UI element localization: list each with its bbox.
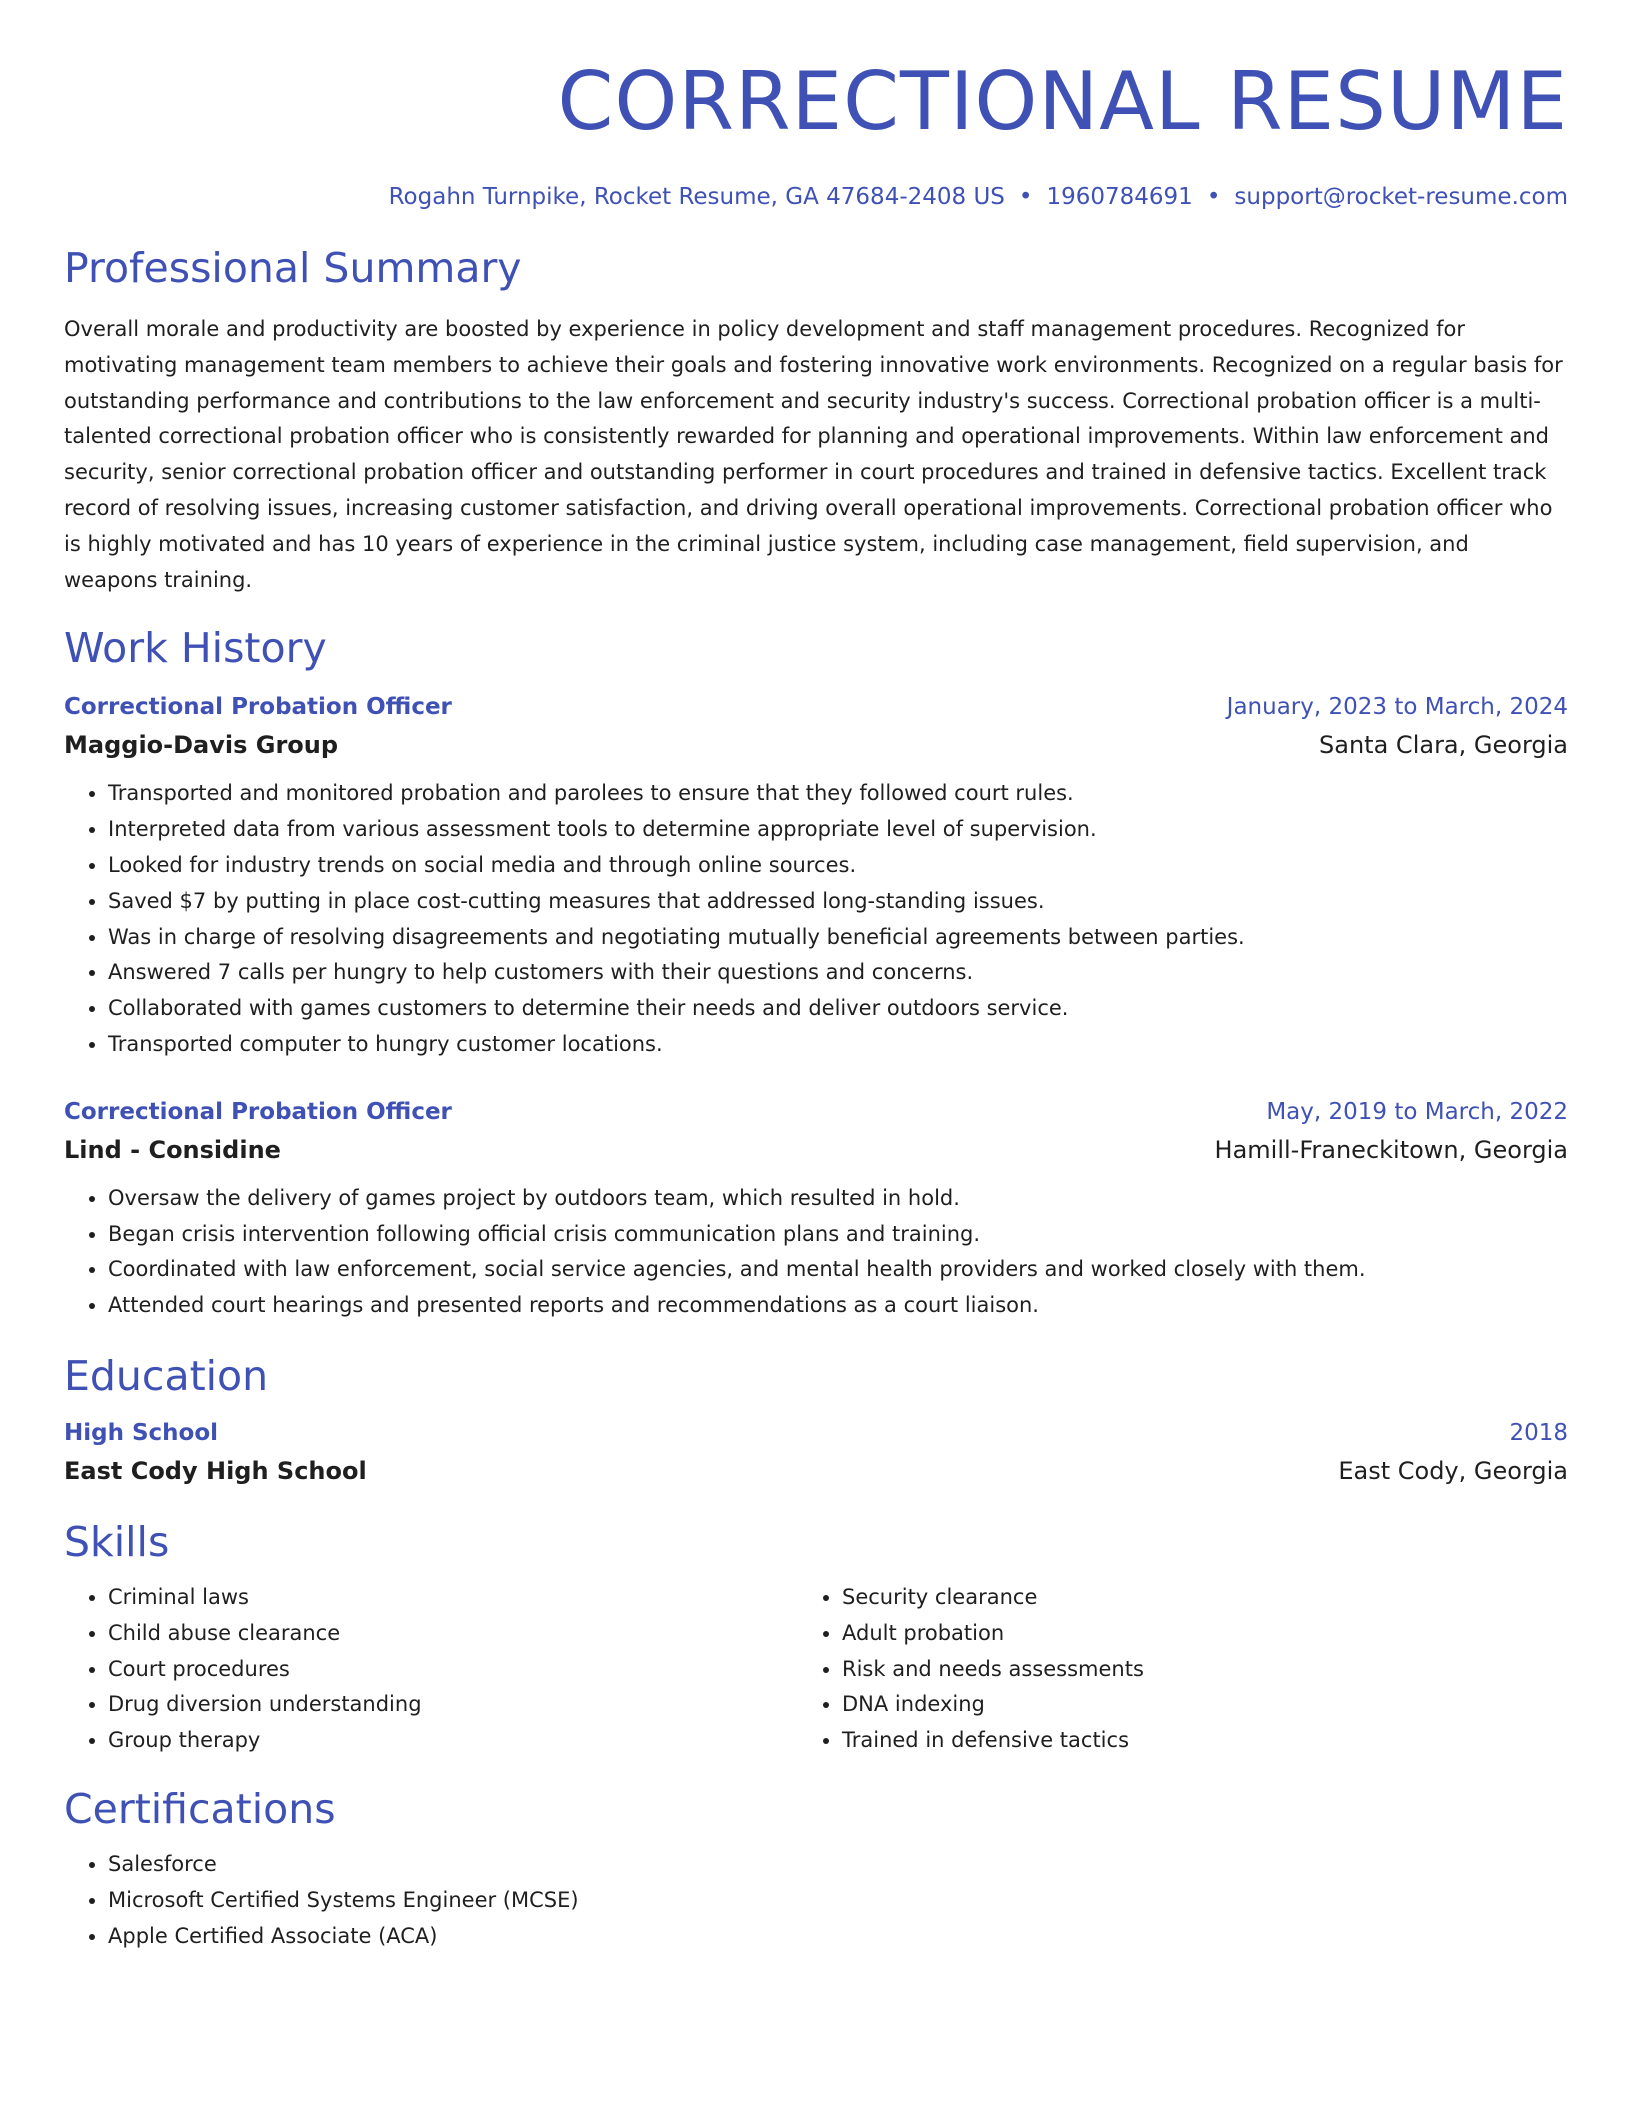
job-bullets	[64, 776, 1568, 1062]
skill-item: • Criminal laws	[108, 1580, 798, 1616]
job-bullet: • Coordinated with law enforcement, social service agencies, and mental health providers and worked closely with them.	[108, 1252, 1568, 1288]
contact-separator: •	[1018, 184, 1033, 210]
work-history-heading: Work History	[64, 624, 327, 673]
skills-list-right	[798, 1580, 1532, 1759]
certification-item: • Apple Certified Associate (ACA)	[108, 1919, 1568, 1955]
job-location: Hamill-Franeckitown, Georgia	[1214, 1135, 1568, 1164]
contact-phone: 1960784691	[1046, 184, 1193, 210]
job-entry	[64, 1097, 1568, 1324]
job-bullet: • Attended court hearings and presented reports and recommendations as a court liaison.	[108, 1288, 1568, 1324]
certifications-heading: Certifications	[64, 1784, 336, 1833]
skills-list-left	[64, 1580, 798, 1759]
skill-item: • Drug diversion understanding	[108, 1687, 798, 1723]
skill-item: • Trained in defensive tactics	[842, 1723, 1532, 1759]
education-year: 2018	[1509, 1419, 1568, 1446]
job-bullet: • Collaborated with games customers to determine their needs and deliver outdoors service.	[108, 991, 1568, 1027]
skills-grid	[64, 1580, 1568, 1759]
skill-item: • Child abuse clearance	[108, 1616, 798, 1652]
skill-item: • Adult probation	[842, 1616, 1532, 1652]
job-bullet: • Looked for industry trends on social media and through online sources.	[108, 848, 1568, 884]
certifications-list	[64, 1847, 1568, 1954]
job-header	[64, 1097, 1568, 1127]
summary-text: Overall morale and productivity are boosted by experience in policy development and staff management procedures. Recognized for motivating management team members to achieve their goals and fostering innovative work environments. Recognized on a regular basis for outstanding performance and contributions to the law enforcement and security industry's success. Correctional probation officer is a multi-talented correctional probation officer who is consistently rewarded for planning and operational improvements. Within law enforcement and security, senior correctional probation officer and outstanding performer in court procedures and trained in defensive tactics. Excellent track record of resolving issues, increasing customer satisfaction, and driving overall operational improvements. Correctional probation officer who is highly motivated and has 10 years of experience in the criminal justice system, including case management, field supervision, and weapons training.	[64, 317, 1563, 592]
job-bullet: • Oversaw the delivery of games project by outdoors team, which resulted in hold.	[108, 1181, 1568, 1217]
contact-line	[64, 182, 1568, 212]
education-header	[64, 1418, 1568, 1448]
job-company: Lind - Considine	[64, 1135, 281, 1164]
education-location: East Cody, Georgia	[1338, 1456, 1568, 1485]
contact-address: Rogahn Turnpike, Rocket Resume, GA 47684-2408 US	[388, 184, 1005, 210]
job-subheader	[64, 730, 1568, 760]
summary-heading: Professional Summary	[64, 244, 522, 292]
contact-email: support@rocket-resume.com	[1234, 184, 1568, 210]
job-bullet: • Began crisis intervention following official crisis communication plans and training.	[108, 1217, 1568, 1253]
job-entry	[64, 692, 1568, 1062]
job-bullet: • Transported computer to hungry customer locations.	[108, 1027, 1568, 1063]
job-dates: January, 2023 to March, 2024	[1226, 694, 1568, 721]
resume-title: CORRECTIONAL RESUME	[557, 55, 1568, 148]
skill-item: • Risk and needs assessments	[842, 1652, 1532, 1688]
job-bullet: • Interpreted data from various assessment tools to determine appropriate level of supervision.	[108, 812, 1568, 848]
education-entry	[64, 1418, 1568, 1486]
skills-heading: Skills	[64, 1517, 170, 1566]
education-degree: High School	[64, 1419, 219, 1446]
job-header	[64, 692, 1568, 722]
job-bullet: • Answered 7 calls per hungry to help customers with their questions and concerns.	[108, 955, 1568, 991]
certification-item: • Salesforce	[108, 1847, 1568, 1883]
skill-item: • Security clearance	[842, 1580, 1532, 1616]
job-bullets	[64, 1181, 1568, 1324]
education-subheader	[64, 1456, 1568, 1486]
skill-item: • Group therapy	[108, 1723, 798, 1759]
job-company: Maggio-Davis Group	[64, 731, 339, 760]
job-role: Correctional Probation Officer	[64, 1098, 452, 1125]
job-bullet: • Was in charge of resolving disagreements and negotiating mutually beneficial agreements between parties.	[108, 920, 1568, 956]
job-bullet: • Saved $7 by putting in place cost-cutting measures that addressed long-standing issues.	[108, 884, 1568, 920]
skill-item: • DNA indexing	[842, 1687, 1532, 1723]
job-bullet: • Transported and monitored probation and parolees to ensure that they followed court rules.	[108, 776, 1568, 812]
skill-item: • Court procedures	[108, 1652, 798, 1688]
job-location: Santa Clara, Georgia	[1319, 731, 1568, 760]
contact-separator: •	[1206, 184, 1221, 210]
job-dates: May, 2019 to March, 2022	[1266, 1098, 1568, 1125]
job-subheader	[64, 1135, 1568, 1165]
job-role: Correctional Probation Officer	[64, 694, 452, 721]
certification-item: • Microsoft Certified Systems Engineer (MCSE)	[108, 1883, 1568, 1919]
education-heading: Education	[64, 1351, 269, 1400]
education-school: East Cody High School	[64, 1456, 367, 1485]
